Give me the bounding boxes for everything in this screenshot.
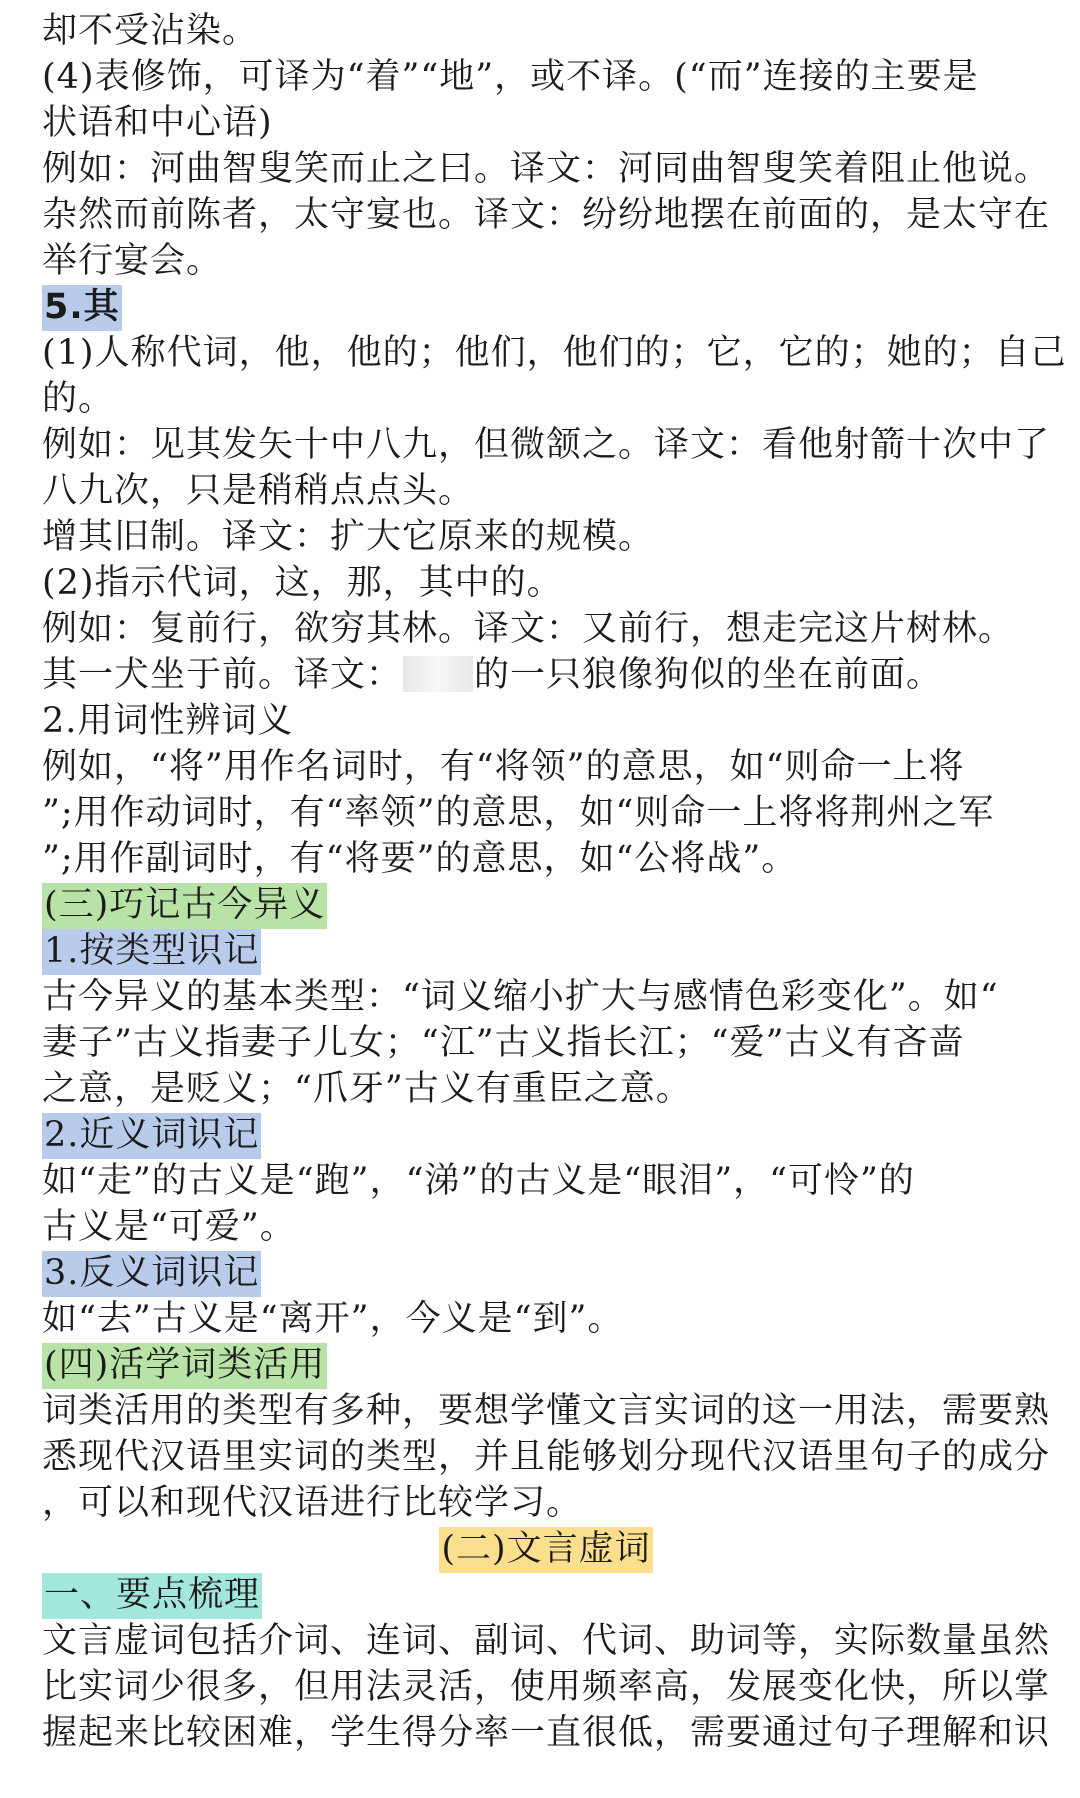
- section-heading-san: (三)巧记古今异义: [42, 883, 327, 929]
- subsection-heading-1: 1.按类型识记: [42, 929, 261, 975]
- text-line: 悉现代汉语里实词的类型，并且能够划分现代汉语里句子的成分: [42, 1437, 1051, 1477]
- text-segment: 其一犬坐于前。译文：: [42, 655, 403, 695]
- text-line: 2.用词性辨词义: [42, 701, 294, 741]
- text-line: 握起来比较困难，学生得分率一直很低，需要通过句子理解和识: [42, 1713, 1051, 1753]
- text-line: [42, 652, 1050, 698]
- subsection-heading-2: 2.近义词识记: [42, 1113, 261, 1159]
- section-heading-line: [42, 1526, 1050, 1572]
- text-line: 词类活用的类型有多种，要想学懂文言实词的这一用法，需要熟: [42, 1391, 1051, 1431]
- text-line: 文言虚词包括介词、连词、副词、代词、助词等，实际数量虽然: [42, 1621, 1051, 1661]
- subsection-heading-3: 3.反义词识记: [42, 1251, 261, 1297]
- chapter-heading-er: (二)文言虚词: [439, 1527, 652, 1573]
- text-line: 例如：见其发矢十中八九，但微颔之。译文：看他射箭十次中了: [42, 425, 1051, 465]
- text-line: 杂然而前陈者，太守宴也。译文：纷纷地摆在前面的，是太守在: [42, 195, 1051, 235]
- text-line: 八九次，只是稍稍点点头。: [42, 471, 475, 511]
- text-line: (1)人称代词，他，他的；他们，他们的；它，它的；她的；自己: [42, 333, 1067, 373]
- text-line: 的。: [42, 379, 115, 419]
- text-line: ”;用作副词时，有“将要”的意思，如“公将战”。: [42, 839, 798, 879]
- text-line: 之意，是贬义；“爪牙”古义有重臣之意。: [42, 1069, 692, 1109]
- text-line: (2)指示代词，这，那，其中的。: [42, 563, 563, 603]
- section-heading-si: (四)活学词类活用: [42, 1343, 327, 1389]
- text-line: 比实词少很多，但用法灵活，使用频率高，发展变化快，所以掌: [42, 1667, 1051, 1707]
- text-line: 增其旧制。译文：扩大它原来的规模。: [42, 517, 655, 557]
- text-line: 例如：河曲智叟笑而止之曰。译文：河同曲智叟笑着阻止他说。: [42, 149, 1051, 189]
- text-line: 例如，“将”用作名词时，有“将领”的意思，如“则命一上将: [42, 747, 965, 787]
- text-line: 如“走”的古义是“跑”，“涕”的古义是“眼泪”，“可怜”的: [42, 1161, 915, 1201]
- text-line: 状语和中心语): [42, 103, 273, 143]
- section-heading-line: [42, 1342, 1050, 1388]
- section-heading-line: [42, 928, 1050, 974]
- text-segment: 的一只狼像狗似的坐在前面。: [474, 655, 943, 695]
- text-line: ”;用作动词时，有“率领”的意思，如“则命一上将将荆州之军: [42, 793, 995, 833]
- text-line: 古义是“可爱”。: [42, 1207, 296, 1247]
- redaction-mark: [403, 656, 473, 692]
- text-line: 妻子”古义指妻子儿女；“江”古义指长江；“爱”古义有吝啬: [42, 1023, 965, 1063]
- section-heading-yi: 一、要点梳理: [42, 1573, 262, 1619]
- text-line: ，可以和现代汉语进行比较学习。: [42, 1483, 583, 1523]
- text-line: 举行宴会。: [42, 241, 223, 281]
- text-line: 如“去”古义是“离开”，今义是“到”。: [42, 1299, 624, 1339]
- text-line: 古今异义的基本类型：“词义缩小扩大与感情色彩变化”。如“: [42, 977, 999, 1017]
- section-heading-line: [42, 1250, 1050, 1296]
- section-heading-line: [42, 284, 1050, 330]
- section-heading-line: [42, 1572, 1050, 1618]
- text-line: 却不受沾染。: [42, 11, 259, 51]
- section-heading-line: [42, 1112, 1050, 1158]
- text-line: 例如：复前行，欲穷其林。译文：又前行，想走完这片树林。: [42, 609, 1015, 649]
- section-heading-line: [42, 882, 1050, 928]
- section-heading-5: 5.其: [42, 285, 122, 331]
- text-line: (4)表修饰，可译为“着”“地”，或不译。(“而”连接的主要是: [42, 57, 979, 97]
